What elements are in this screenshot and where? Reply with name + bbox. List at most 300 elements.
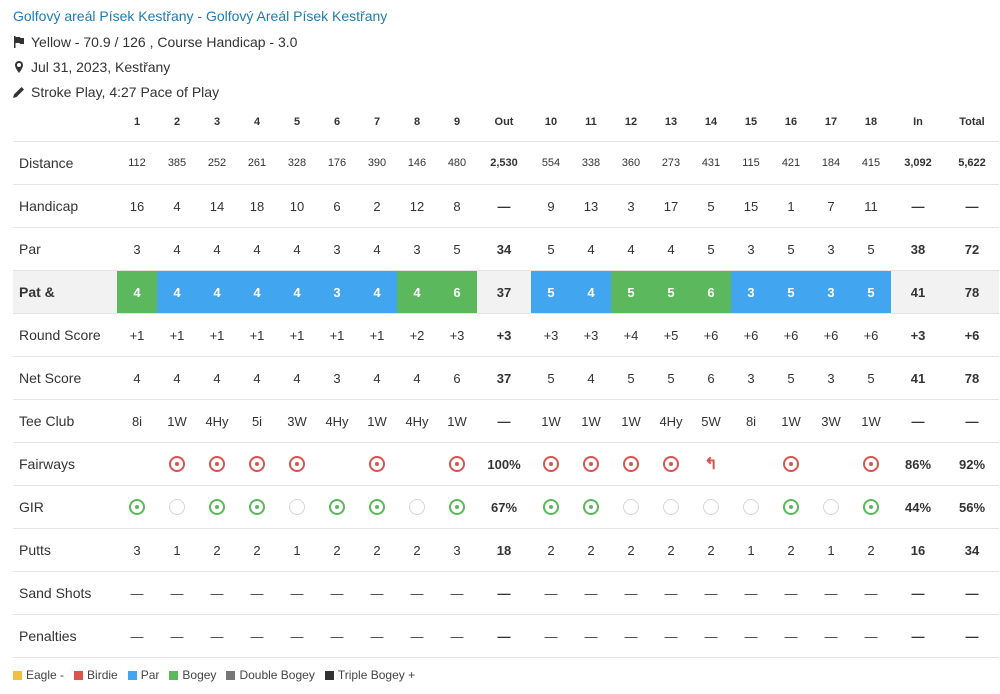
cell-value: 3 (747, 370, 755, 386)
score-cell (731, 443, 771, 486)
score-cell (437, 314, 477, 357)
score-cell (197, 314, 237, 357)
total-cell (945, 271, 999, 314)
row-distance (13, 142, 999, 185)
score-cell (731, 314, 771, 357)
score-cell (611, 185, 651, 228)
total-cell (477, 486, 531, 529)
score-cell (771, 615, 811, 658)
score-cell (851, 400, 891, 443)
score-cell (357, 615, 397, 658)
cell-value: +3 (449, 327, 465, 343)
score-cell (651, 400, 691, 443)
score-cell (317, 443, 357, 486)
score-cell (571, 615, 611, 658)
cell-value: 67% (490, 499, 518, 515)
row-par (13, 228, 999, 271)
score-cell (237, 486, 277, 529)
cell-value: — (965, 585, 979, 601)
cell-value: 2 (547, 542, 555, 558)
cell-value: +6 (964, 327, 980, 343)
cell-value: 4 (373, 370, 381, 386)
cell-value: 3 (747, 241, 755, 257)
score-cell (117, 615, 157, 658)
row-penalties (13, 615, 999, 658)
cell-value: 2 (867, 542, 875, 558)
row-label: Pat & (13, 271, 117, 314)
cell-value: 1W (861, 413, 881, 429)
score-cell (531, 443, 571, 486)
cell-value: +1 (249, 327, 265, 343)
score-cell (157, 443, 197, 486)
legend-swatch (128, 671, 137, 680)
hole-header-row (13, 103, 999, 142)
score-cell (117, 228, 157, 271)
total-cell (945, 443, 999, 486)
cell-value: +6 (863, 327, 879, 343)
score-cell (157, 357, 197, 400)
score-cell (531, 271, 571, 314)
score-cell (531, 615, 571, 658)
cell-value: 5 (453, 241, 461, 257)
score-cell (851, 486, 891, 529)
score-cell (811, 357, 851, 400)
row-label: Putts (13, 529, 117, 572)
cell-value: — (744, 628, 758, 644)
score-cell (771, 400, 811, 443)
cell-value: 3W (821, 413, 841, 429)
total-cell (945, 357, 999, 400)
score-cell (531, 486, 571, 529)
legend-label: Birdie (87, 668, 118, 682)
cell-value: 4 (213, 241, 221, 257)
cell-value: +3 (496, 327, 512, 343)
total-cell (477, 529, 531, 572)
tee-info (13, 34, 297, 50)
cell-value: +1 (169, 327, 185, 343)
cell-value: 4 (133, 284, 141, 300)
score-cell (691, 314, 731, 357)
cell-value: 41 (910, 370, 926, 386)
cell-value: 4 (293, 370, 301, 386)
legend-item (226, 668, 314, 682)
score-cell (157, 271, 197, 314)
fairway-hit-icon (623, 456, 639, 472)
total-cell (477, 185, 531, 228)
cell-value: 4Hy (205, 413, 229, 429)
fairway-hit-icon (863, 456, 879, 472)
cell-value: 16 (910, 542, 926, 558)
cell-value: 4 (373, 284, 381, 300)
cell-value: 338 (581, 157, 601, 169)
cell-value: 38 (910, 241, 926, 257)
score-cell (317, 142, 357, 185)
score-cell (811, 486, 851, 529)
score-cell (277, 529, 317, 572)
cell-value: 4 (587, 241, 595, 257)
hole-header-13: 13 (651, 103, 691, 142)
score-cell (811, 228, 851, 271)
score-cell (851, 314, 891, 357)
score-cell (357, 228, 397, 271)
cell-value: — (824, 628, 838, 644)
score-cell (437, 400, 477, 443)
score-cell (237, 529, 277, 572)
score-cell (157, 185, 197, 228)
score-cell (157, 486, 197, 529)
cell-value: 3 (133, 542, 141, 558)
total-cell (891, 615, 945, 658)
cell-value: — (704, 628, 718, 644)
score-legend (13, 668, 415, 682)
cell-value: — (864, 628, 878, 644)
score-cell (197, 572, 237, 615)
score-cell (611, 228, 651, 271)
cell-value: 5 (667, 284, 675, 300)
date-info (13, 59, 170, 75)
cell-value: 3 (627, 198, 635, 214)
score-cell (117, 142, 157, 185)
score-cell (317, 572, 357, 615)
fairway-hit-icon (783, 456, 799, 472)
cell-value: 5 (867, 284, 875, 300)
total-cell (945, 615, 999, 658)
cell-value: — (497, 198, 511, 214)
row-sand-shots (13, 572, 999, 615)
score-cell (117, 271, 157, 314)
cell-value: 5 (707, 198, 715, 214)
cell-value: 5,622 (958, 157, 986, 169)
hole-header-18: 18 (851, 103, 891, 142)
hole-header-6: 6 (317, 103, 357, 142)
total-cell (891, 443, 945, 486)
cell-value: 3W (287, 413, 307, 429)
total-cell (945, 185, 999, 228)
cell-value: 1W (367, 413, 387, 429)
score-cell (851, 615, 891, 658)
score-cell (651, 572, 691, 615)
score-cell (571, 185, 611, 228)
score-cell (317, 271, 357, 314)
score-cell (357, 529, 397, 572)
legend-swatch (169, 671, 178, 680)
cell-value: 5 (547, 284, 555, 300)
cell-value: — (450, 585, 464, 601)
score-cell (117, 400, 157, 443)
fairway-hit-icon (449, 456, 465, 472)
cell-value: +3 (543, 327, 559, 343)
cell-value: 6 (453, 370, 461, 386)
gir-miss-icon (703, 499, 719, 515)
cell-value: 5 (667, 370, 675, 386)
score-cell (357, 271, 397, 314)
score-cell (397, 486, 437, 529)
cell-value: — (410, 585, 424, 601)
cell-value: — (290, 628, 304, 644)
score-cell (851, 142, 891, 185)
total-cell (891, 572, 945, 615)
cell-value: 56% (958, 499, 986, 515)
cell-value: +4 (623, 327, 639, 343)
score-cell (157, 400, 197, 443)
cell-value: 2 (787, 542, 795, 558)
date-info-text: Jul 31, 2023, Kestřany (31, 59, 171, 75)
cell-value: 1W (541, 413, 561, 429)
cell-value: 480 (447, 157, 467, 169)
score-cell (117, 357, 157, 400)
score-cell (437, 572, 477, 615)
score-cell (117, 529, 157, 572)
cell-value: 4 (213, 284, 221, 300)
score-cell (611, 400, 651, 443)
score-cell (317, 357, 357, 400)
score-cell (651, 142, 691, 185)
format-info (13, 84, 219, 100)
cell-value: — (370, 628, 384, 644)
cell-value: 3 (333, 370, 341, 386)
cell-value: 8 (453, 198, 461, 214)
score-cell (651, 486, 691, 529)
cell-value: — (544, 585, 558, 601)
cell-value: — (965, 628, 979, 644)
cell-value: 8i (131, 413, 143, 429)
cell-value: 3 (333, 284, 341, 300)
score-cell (237, 228, 277, 271)
score-cell (237, 572, 277, 615)
cell-value: +1 (289, 327, 305, 343)
score-cell (157, 572, 197, 615)
score-cell (197, 443, 237, 486)
score-cell (611, 486, 651, 529)
hole-header-out: Out (477, 103, 531, 142)
score-cell (197, 615, 237, 658)
cell-value: +6 (743, 327, 759, 343)
cell-value: 328 (287, 157, 307, 169)
row-net-score (13, 357, 999, 400)
cell-value: — (965, 198, 979, 214)
score-cell (731, 615, 771, 658)
score-cell (531, 400, 571, 443)
total-cell (945, 228, 999, 271)
score-cell (357, 486, 397, 529)
cell-value: 261 (247, 157, 267, 169)
score-cell (531, 529, 571, 572)
score-cell (731, 529, 771, 572)
flag-icon (13, 36, 25, 48)
cell-value: 5 (547, 241, 555, 257)
total-cell (477, 357, 531, 400)
score-cell (117, 185, 157, 228)
total-cell (945, 142, 999, 185)
score-cell (197, 142, 237, 185)
cell-value: 554 (541, 157, 561, 169)
cell-value: 431 (701, 157, 721, 169)
cell-value: +1 (369, 327, 385, 343)
cell-value: 6 (707, 284, 715, 300)
score-cell (397, 357, 437, 400)
hole-header-14: 14 (691, 103, 731, 142)
cell-value: 2,530 (490, 157, 518, 169)
score-cell (651, 185, 691, 228)
hole-header-4: 4 (237, 103, 277, 142)
cell-value: 9 (547, 198, 555, 214)
hole-header-1: 1 (117, 103, 157, 142)
total-cell (477, 443, 531, 486)
cell-value: — (911, 585, 925, 601)
score-cell (611, 357, 651, 400)
cell-value: — (784, 628, 798, 644)
cell-value: 1 (293, 542, 301, 558)
score-cell (317, 486, 357, 529)
score-cell (731, 185, 771, 228)
score-cell (197, 228, 237, 271)
score-cell (851, 572, 891, 615)
gir-hit-icon (863, 499, 879, 515)
score-cell (571, 271, 611, 314)
cell-value: 3 (747, 284, 755, 300)
score-cell (277, 443, 317, 486)
cell-value: 78 (964, 284, 980, 300)
score-cell (731, 271, 771, 314)
cell-value: 4 (173, 284, 181, 300)
cell-value: 1 (827, 542, 835, 558)
legend-item (74, 668, 118, 682)
legend-item (169, 668, 216, 682)
score-cell (277, 228, 317, 271)
score-cell (357, 443, 397, 486)
cell-value: — (965, 413, 979, 429)
cell-value: — (864, 585, 878, 601)
score-cell (571, 357, 611, 400)
cell-value: 2 (373, 198, 381, 214)
cell-value: — (330, 585, 344, 601)
cell-value: 4 (413, 284, 421, 300)
score-cell (811, 314, 851, 357)
score-cell (317, 228, 357, 271)
score-cell (397, 615, 437, 658)
total-cell (477, 271, 531, 314)
gir-hit-icon (543, 499, 559, 515)
row-label: Penalties (13, 615, 117, 658)
score-cell (611, 142, 651, 185)
scorecard-table (13, 103, 994, 656)
row-label: GIR (13, 486, 117, 529)
total-cell (477, 228, 531, 271)
gir-miss-icon (743, 499, 759, 515)
gir-hit-icon (209, 499, 225, 515)
cell-value: 1W (447, 413, 467, 429)
score-cell (531, 142, 571, 185)
hole-header-16: 16 (771, 103, 811, 142)
score-cell (851, 529, 891, 572)
hole-header-7: 7 (357, 103, 397, 142)
cell-value: 184 (821, 157, 841, 169)
score-cell (357, 314, 397, 357)
score-cell (237, 314, 277, 357)
legend-swatch (226, 671, 235, 680)
total-cell (477, 400, 531, 443)
gir-miss-icon (409, 499, 425, 515)
fairway-hit-icon (583, 456, 599, 472)
score-cell (117, 486, 157, 529)
legend-label: Triple Bogey + (337, 668, 416, 682)
hole-header-total: Total (945, 103, 999, 142)
format-info-text: Stroke Play, 4:27 Pace of Play (31, 84, 220, 100)
score-cell (277, 400, 317, 443)
fairway-hit-icon (289, 456, 305, 472)
cell-value: 37 (496, 284, 512, 300)
gir-hit-icon (249, 499, 265, 515)
total-cell (945, 400, 999, 443)
cell-value: 2 (587, 542, 595, 558)
fairway-hit-icon (543, 456, 559, 472)
score-cell (437, 185, 477, 228)
score-cell (571, 314, 611, 357)
cell-value: 112 (128, 157, 146, 169)
cell-value: 14 (209, 198, 225, 214)
cell-value: — (911, 413, 925, 429)
score-cell (811, 615, 851, 658)
cell-value: 4 (213, 370, 221, 386)
legend-label: Eagle - (26, 668, 65, 682)
score-cell (317, 529, 357, 572)
fairway-hit-icon (169, 456, 185, 472)
cell-value: 5 (787, 284, 795, 300)
pencil-icon (13, 86, 25, 98)
score-cell (811, 400, 851, 443)
score-cell (237, 443, 277, 486)
cell-value: 1W (581, 413, 601, 429)
gir-hit-icon (783, 499, 799, 515)
score-cell (811, 443, 851, 486)
cell-value: 4 (293, 284, 301, 300)
gir-miss-icon (169, 499, 185, 515)
cell-value: 4 (253, 370, 261, 386)
score-cell (197, 400, 237, 443)
gir-hit-icon (449, 499, 465, 515)
score-cell (237, 142, 277, 185)
tee-info-text: Yellow - 70.9 / 126 , Course Handicap - 3.0 (31, 34, 298, 50)
cell-value: 1 (173, 542, 181, 558)
score-cell (277, 615, 317, 658)
legend-label: Par (140, 668, 160, 682)
cell-value: — (170, 628, 184, 644)
score-cell (317, 314, 357, 357)
score-cell (531, 228, 571, 271)
cell-value: +6 (703, 327, 719, 343)
score-cell (317, 185, 357, 228)
cell-value: 16 (129, 198, 145, 214)
cell-value: 5 (627, 370, 635, 386)
cell-value: 2 (627, 542, 635, 558)
cell-value: 3 (827, 370, 835, 386)
score-cell (851, 228, 891, 271)
cell-value: 11 (864, 198, 878, 214)
hole-header-2: 2 (157, 103, 197, 142)
score-cell (357, 400, 397, 443)
cell-value: 4Hy (659, 413, 683, 429)
score-cell (357, 357, 397, 400)
score-cell (437, 228, 477, 271)
score-cell (397, 314, 437, 357)
course-title[interactable]: Golfový areál Písek Kestřany - Golfový Areál Písek Kestřany (13, 8, 388, 24)
score-cell (611, 572, 651, 615)
cell-value: 6 (707, 370, 715, 386)
hole-header-17: 17 (811, 103, 851, 142)
cell-value: 2 (373, 542, 381, 558)
cell-value: 4 (173, 370, 181, 386)
cell-value: 4 (253, 241, 261, 257)
